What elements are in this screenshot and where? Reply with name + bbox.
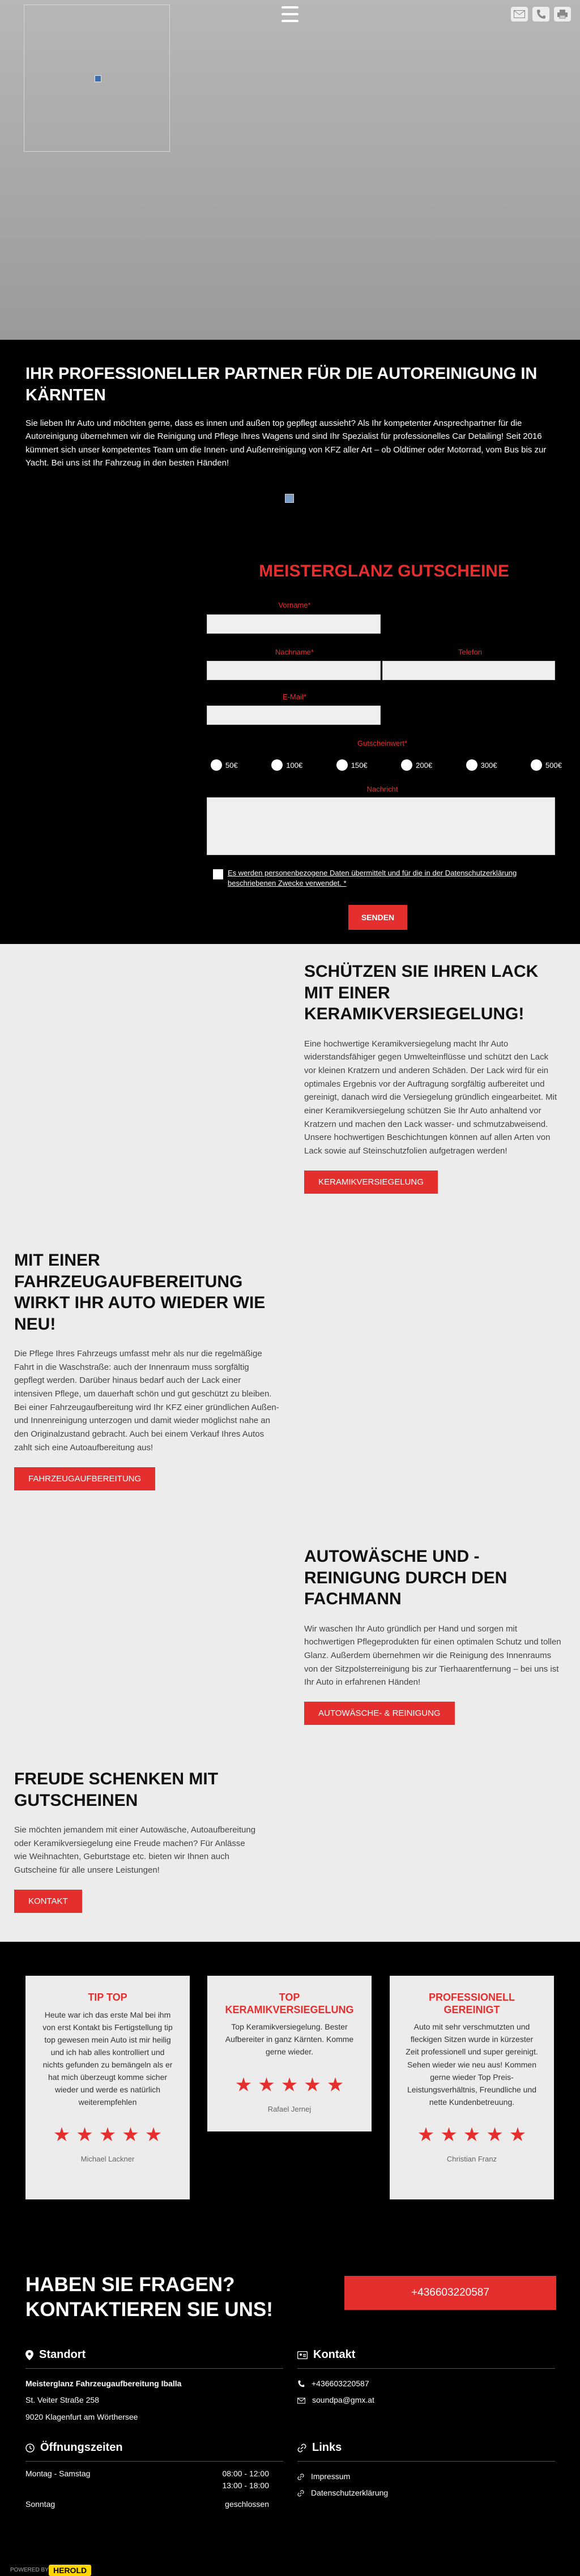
- review-card: [207, 1976, 372, 2131]
- hero-image-frame: [24, 5, 170, 152]
- gutscheinwert-options: [211, 759, 562, 771]
- lack-section: [304, 961, 562, 1194]
- impressum-link[interactable]: Impressum: [297, 2468, 555, 2485]
- mail-icon[interactable]: [511, 7, 528, 22]
- review-title: TIP TOP: [88, 1992, 127, 2003]
- nachricht-label: Nachricht: [366, 785, 398, 793]
- email-label: E-Mail*: [283, 693, 306, 701]
- fax-icon[interactable]: [554, 7, 571, 22]
- standort-title: Standort: [39, 2348, 86, 2361]
- review-card: [25, 1976, 190, 2199]
- intro-text: Sie lieben Ihr Auto und möchten gerne, dass es innen und außen top gepflegt aussieht? Als Ihr kompetenter Ansprechpartner für die Autoreinigung übernehmen wir die Reinigung und Pflege Ihres Wagens und sind Ihr Spezialist für professionelles Car Detailing! Seit 2016 kümmert sich unser kompetentes Team um die Innen- und Außenreinigung von KFZ aller Art – ob Oldtimer oder Motorrad, vom Bus bis zur Yacht. Bei uns ist Ihr Fahrzeug in den besten Händen!: [25, 418, 547, 468]
- star-icon: ★: [99, 2124, 117, 2146]
- star-icon: ★: [122, 2124, 139, 2146]
- review-text: Heute war ich das erste Mal bei ihm von erst Kontakt bis Fertigstellung tip top gewesen mein Auto ist mir heilig und ich hab alles kontrolliert und nichts gefunden zu bemängeln als er hat mich überzeugt komme sicher wieder und werde es natürlich weiterempfehlen: [42, 2010, 173, 2107]
- star-icon: ★: [486, 2124, 504, 2146]
- nachname-field[interactable]: [207, 661, 381, 680]
- send-button[interactable]: SENDEN: [348, 905, 407, 930]
- kontakt-button[interactable]: KONTAKT: [14, 1890, 82, 1913]
- review-title: TOP KERAMIKVERSIEGELUNG: [225, 1992, 354, 2015]
- waesche-title: AUTOWÄSCHE UND -REINIGUNG DURCH DEN FACHMANN: [304, 1547, 508, 1608]
- email-field[interactable]: [207, 706, 381, 725]
- gutscheinwert-label: Gutscheinwert*: [357, 739, 408, 747]
- image-placeholder-icon: [285, 494, 294, 503]
- radio-option[interactable]: 200€: [401, 759, 432, 771]
- mail-icon: [297, 2398, 305, 2404]
- telefon-label: Telefon: [458, 648, 482, 656]
- hours-row: 13:00 - 18:00: [222, 2480, 269, 2490]
- gutscheine-text: Sie möchten jemandem mit einer Autowäsche, Autoaufbereitung oder Keramikversiegelung eine Freude machen? Für Anlässe wie Weihnachten, Geburtstage etc. bieten wir Ihnen auch Gutscheine für alle unsere Leistungen!: [14, 1825, 256, 1876]
- review-text: Auto mit sehr verschmutzten und fleckigen Sitzen wurde in kürzester Zeit professionell und super gereinigt. Sehen wieder wie neu aus! Kommen gerne wieder Top Preis-Leistungsverhältnis, Freundliche und nette Kundenbetreuung.: [406, 2022, 538, 2107]
- hours-row: Montag - Samstag 08:00 - 12:00: [25, 2469, 269, 2478]
- vorname-field[interactable]: [207, 614, 381, 634]
- star-icon: ★: [258, 2074, 275, 2096]
- powered-by-text: POWERED BY: [10, 2567, 49, 2573]
- links-column: [297, 2441, 555, 2502]
- waesche-section: [304, 1546, 562, 1725]
- keramikversiegelung-button[interactable]: KERAMIKVERSIEGELUNG: [304, 1170, 438, 1194]
- consent-checkbox-row: [213, 868, 553, 888]
- reviews-section: [0, 1942, 580, 2225]
- star-icon: ★: [76, 2124, 93, 2146]
- phone-icon[interactable]: [532, 7, 549, 22]
- vorname-label: Vorname*: [278, 601, 311, 609]
- clock-icon: [25, 2443, 35, 2453]
- hours-title: Öffnungszeiten: [40, 2441, 123, 2454]
- review-author: Michael Lackner: [80, 2155, 135, 2164]
- intro-section: [0, 340, 580, 944]
- star-icon: ★: [144, 2124, 163, 2146]
- radio-option[interactable]: 150€: [336, 759, 368, 771]
- gutscheine-section: [14, 1768, 258, 1913]
- aufbereitung-section: [14, 1250, 280, 1490]
- star-icon: ★: [53, 2124, 71, 2146]
- link-icon: [297, 2490, 304, 2497]
- voucher-form-title: MEISTERGLANZ GUTSCHEINE: [259, 562, 509, 580]
- contact-question: HABEN SIE FRAGEN? KONTAKTIEREN SIE UNS!: [25, 2274, 273, 2321]
- address-card-icon: [297, 2351, 308, 2359]
- footer: [0, 2225, 580, 2576]
- rating-stars: [41, 2125, 174, 2144]
- powered-by-bar: [0, 2565, 580, 2576]
- consent-text[interactable]: Es werden personenbezogene Daten übermittelt und für die in der Datenschutzerklärung beschriebenen Zwecke verwendet. *: [228, 869, 517, 887]
- hero-image: [0, 0, 580, 340]
- gutscheine-title: FREUDE SCHENKEN MIT GUTSCHEINEN: [14, 1770, 219, 1810]
- phone-link[interactable]: +436603220587: [297, 2376, 555, 2392]
- lack-text: Eine hochwertige Keramikversiegelung macht Ihr Auto widerstandsfähiger gegen Umwelteinflüsse und schützt den Lack vor kleinen Kratzern und anderen Schäden. Der Lack wird für ein optimales Ergebnis vor der Auftragung sorgfältig aufbereitet und gereinigt, danach wird die Versiegelung gründlich eingearbeitet. Mit einer Keramikversiegelung schützen Sie Ihr Auto anhaltend vor Kratzern und machen den Lack wasser- und schmutzabweisend. Unsere hochwertigen Beschichtungen können auf allen Arten von Lack sowie auf Steinschutzfolien aufgetragen werden!: [304, 1039, 557, 1156]
- star-icon: ★: [417, 2124, 435, 2146]
- hours-column: [25, 2441, 283, 2518]
- hours-row: Sonntag geschlossen: [25, 2499, 269, 2509]
- kontakt-column: [297, 2348, 555, 2409]
- intro-title: IHR PROFESSIONELLER PARTNER FÜR DIE AUTOREINIGUNG IN KÄRNTEN: [25, 365, 538, 404]
- star-icon: ★: [304, 2074, 321, 2096]
- hamburger-icon[interactable]: [282, 6, 298, 22]
- star-icon: ★: [234, 2074, 253, 2096]
- map-pin-icon: [25, 2350, 33, 2360]
- broken-image-icon: [95, 75, 101, 82]
- review-author: Christian Franz: [446, 2154, 497, 2163]
- radio-option[interactable]: 500€: [531, 759, 562, 771]
- radio-option[interactable]: 300€: [466, 759, 497, 771]
- review-text: Top Keramikversiegelung. Bester Aufbereiter in ganz Kärnten. Komme gerne wieder.: [225, 2022, 354, 2057]
- datenschutz-link[interactable]: Datenschutzerklärung: [297, 2485, 555, 2501]
- links-title: Links: [312, 2441, 342, 2454]
- fahrzeugaufbereitung-button[interactable]: FAHRZEUGAUFBEREITUNG: [14, 1467, 155, 1490]
- review-card: [390, 1976, 554, 2199]
- link-icon: [297, 2474, 304, 2480]
- kontakt-title: Kontakt: [313, 2348, 356, 2361]
- email-link[interactable]: soundpa@gmx.at: [297, 2392, 555, 2408]
- herold-logo[interactable]: HEROLD: [49, 2565, 91, 2576]
- radio-option[interactable]: 50€: [211, 759, 238, 771]
- aufbereitung-text: Die Pflege Ihres Fahrzeugs umfasst mehr als nur die regelmäßige Fahrt in die Waschstraße: auch der Innenraum muss sorgfältig gepflegt werden. Darüber hinaus bedarf auch der Lack einer intensiven Pflege, um dauerhaft schön und gut geschützt zu bleiben. Bei einer Fahrzeugaufbereitung wird Ihr KFZ einer gründlichen Außen- und Innenreinigung unterzogen und damit wieder möglichst nahe an den Originalzustand gebracht. Auch bei einem Verkauf Ihres Autos zahlt sich eine Autoaufbereitung aus!: [14, 1349, 279, 1453]
- services-section: [0, 944, 580, 1942]
- radio-option[interactable]: 100€: [271, 759, 302, 771]
- autowaesche-button[interactable]: AUTOWÄSCHE- & REINIGUNG: [304, 1702, 455, 1725]
- header-contact-icons: [511, 7, 571, 22]
- star-icon: ★: [509, 2124, 527, 2146]
- star-icon: ★: [280, 2074, 298, 2096]
- review-title: PROFESSIONELL GEREINIGT: [428, 1992, 515, 2015]
- review-author: Rafael Jernej: [267, 2104, 312, 2113]
- star-icon: ★: [463, 2124, 481, 2146]
- street: St. Veiter Straße 258: [25, 2395, 99, 2405]
- nachname-label: Nachname*: [275, 648, 314, 656]
- company-name: Meisterglanz Fahrzeugaufbereitung Iballa: [25, 2379, 182, 2388]
- standort-column: [25, 2348, 283, 2425]
- aufbereitung-title: MIT EINER FAHRZEUGAUFBEREITUNG WIRKT IHR AUTO WIEDER WIE NEU!: [14, 1251, 266, 1334]
- lack-title: SCHÜTZEN SIE IHREN LACK MIT EINER KERAMIKVERSIEGELUNG!: [304, 962, 539, 1023]
- phone-icon: [297, 2380, 305, 2387]
- call-button[interactable]: +436603220587: [344, 2276, 556, 2310]
- rating-stars: [406, 2125, 538, 2144]
- star-icon: ★: [440, 2124, 458, 2146]
- nachricht-textarea[interactable]: [207, 797, 555, 855]
- rating-stars: [223, 2075, 356, 2095]
- city: 9020 Klagenfurt am Wörthersee: [25, 2412, 138, 2421]
- star-icon: ★: [326, 2074, 344, 2096]
- waesche-text: Wir waschen Ihr Auto gründlich per Hand und sorgen mit hochwertigen Pflegeprodukten für einen optimalen Schutz und tollen Glanz. Außerdem übernehmen wir die Reinigung des Innenraums von der Sitzpolsterreinigung bis zur Tierhaarentfernung – bei uns ist Ihr Auto in erfahrenen Händen!: [304, 1624, 561, 1688]
- consent-checkbox[interactable]: [213, 869, 223, 879]
- link-icon: [297, 2443, 306, 2453]
- telefon-field[interactable]: [382, 661, 555, 680]
